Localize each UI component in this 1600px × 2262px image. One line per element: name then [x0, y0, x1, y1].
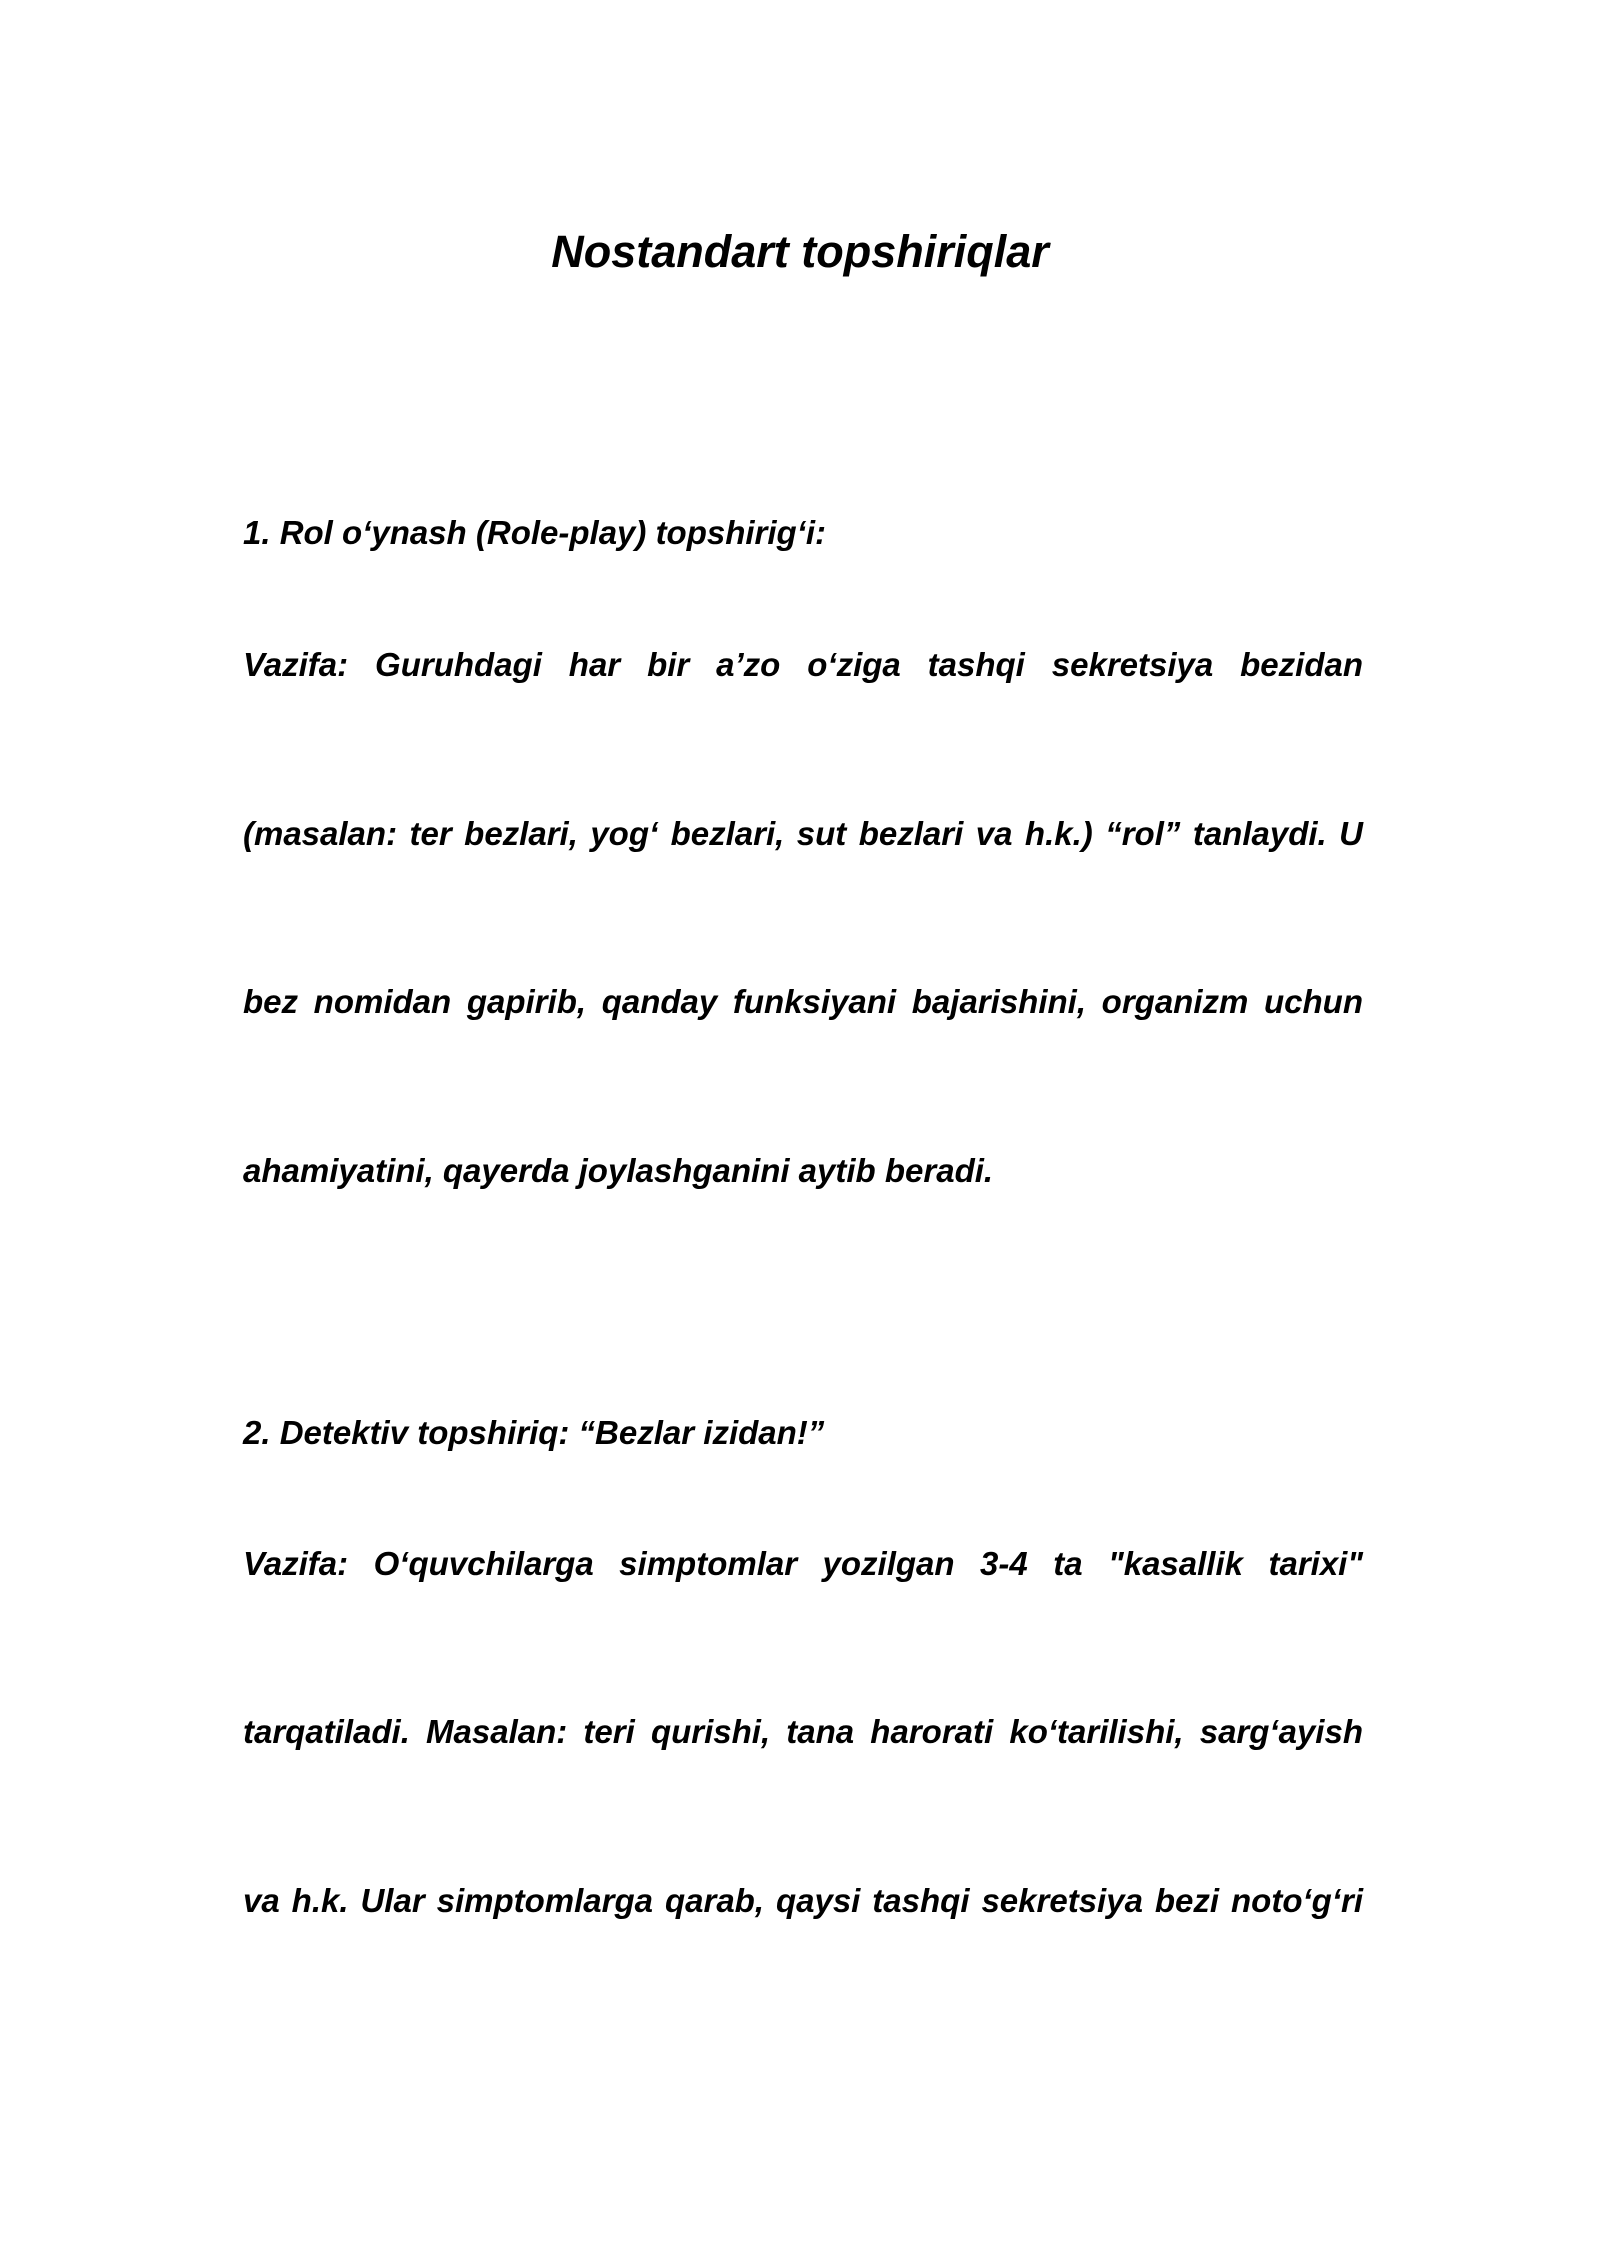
paragraph-line: bez nomidan gapirib, qanday funksiyani bajarishini, organizm uchun	[243, 983, 1363, 1020]
section-2-heading: 2. Detektiv topshiriq: “Bezlar izidan!”	[243, 1414, 825, 1451]
page-title: Nostandart topshiriqlar	[551, 226, 1049, 277]
paragraph-line: Vazifa: Guruhdagi har bir a’zo o‘ziga tashqi sekretsiya bezidan	[243, 646, 1363, 683]
section-1-heading: 1. Rol o‘ynash (Role-play) topshirig‘i:	[243, 514, 827, 551]
paragraph-line: (masalan: ter bezlari, yog‘ bezlari, sut bezlari va h.k.) “rol” tanlaydi. U	[243, 815, 1363, 852]
paragraph-line: Vazifa: O‘quvchilarga simptomlar yozilgan 3-4 ta "kasallik tarixi"	[243, 1545, 1363, 1582]
paragraph-line: va h.k. Ular simptomlarga qarab, qaysi tashqi sekretsiya bezi noto‘g‘ri	[243, 1882, 1363, 1919]
paragraph-line: tarqatiladi. Masalan: teri qurishi, tana harorati ko‘tarilishi, sarg‘ayish	[243, 1713, 1363, 1750]
paragraph-line: ahamiyatini, qayerda joylashganini aytib beradi.	[243, 1152, 994, 1189]
